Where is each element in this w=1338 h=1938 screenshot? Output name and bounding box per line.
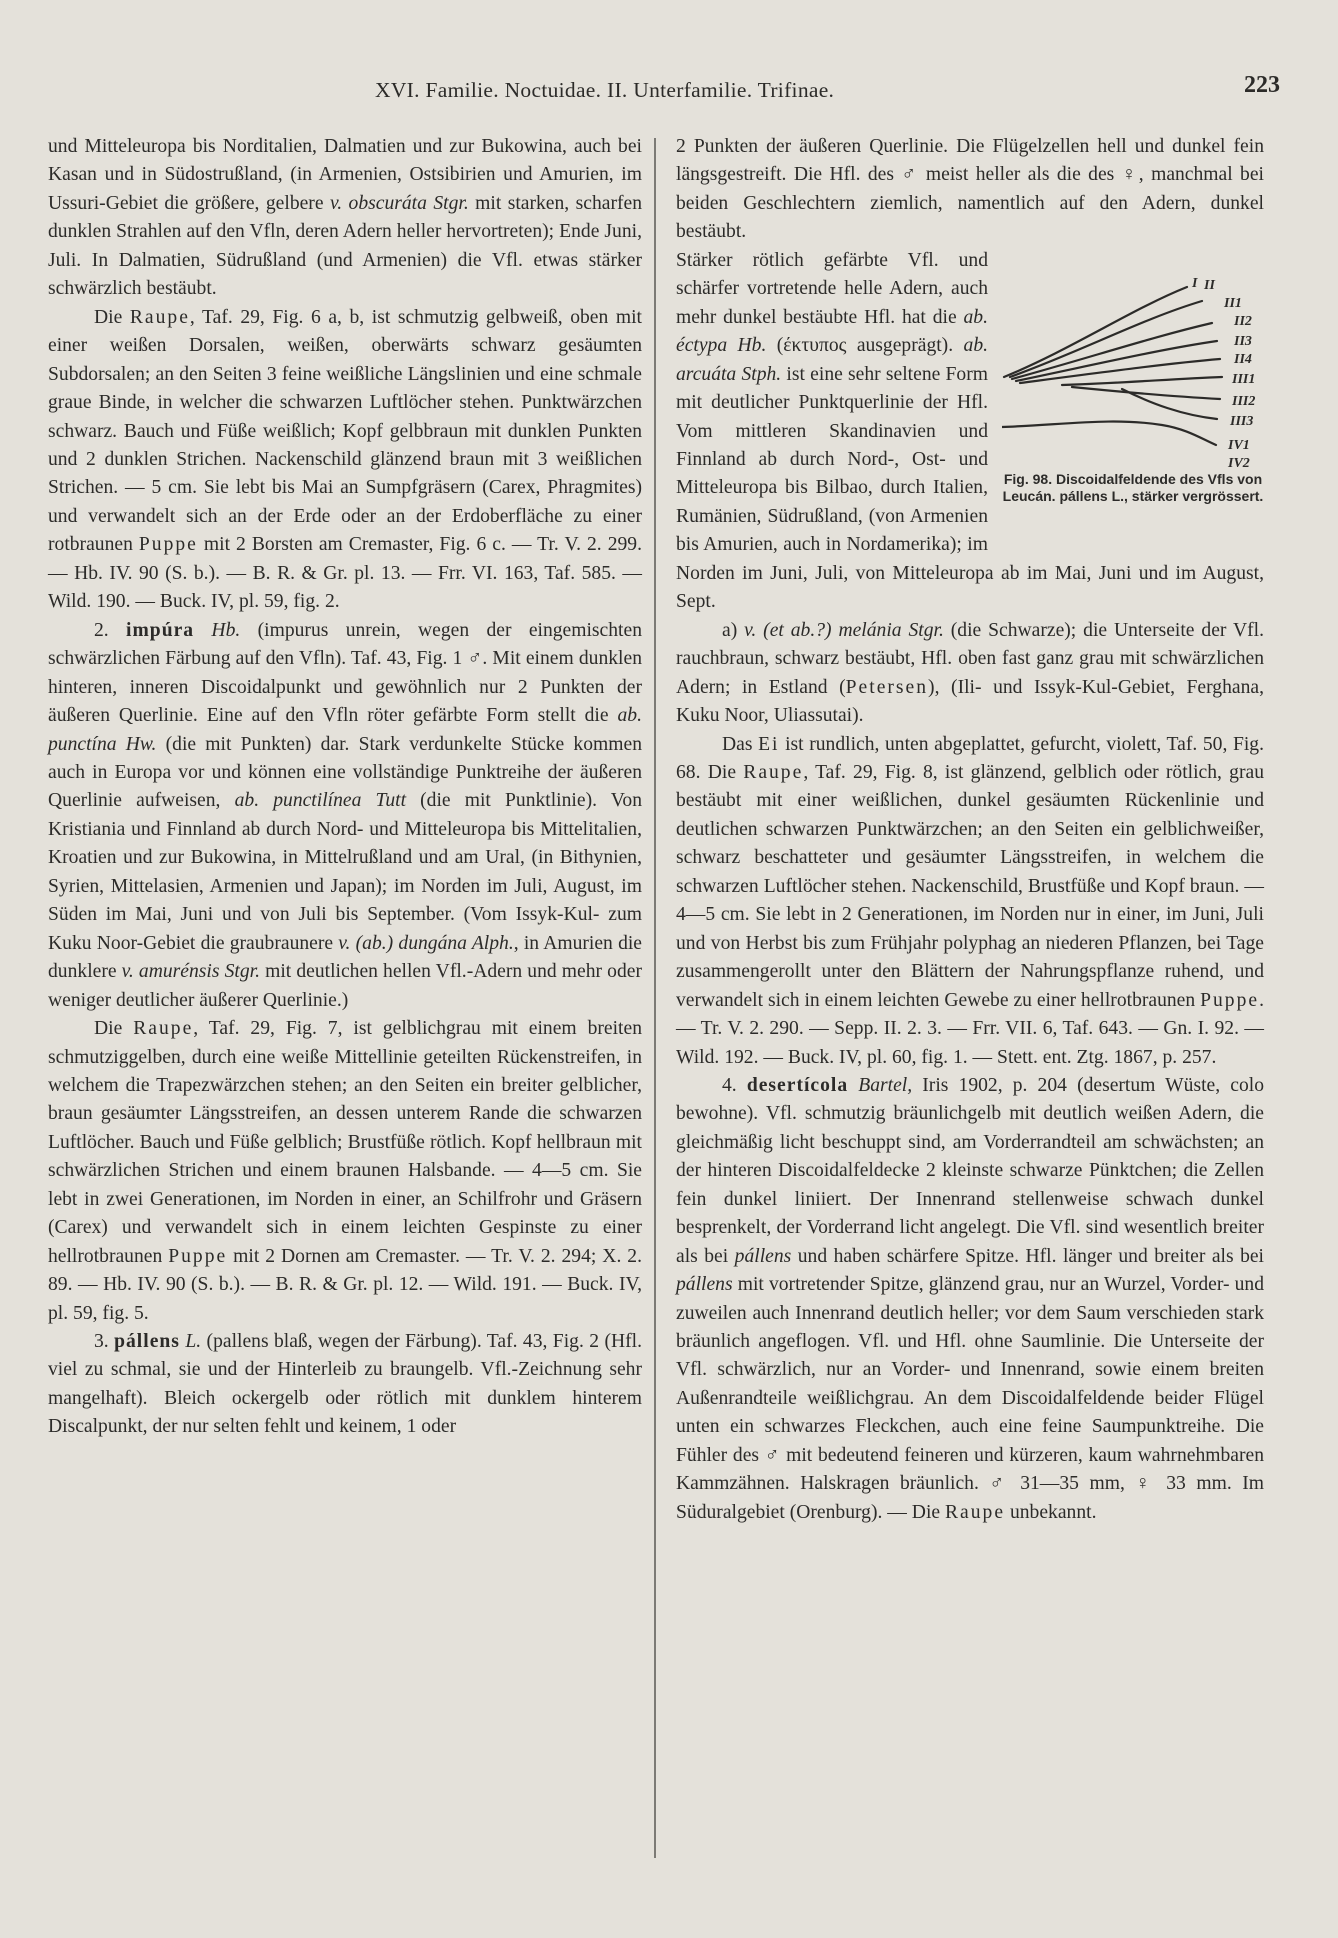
paragraph: a) v. (et ab.?) melánia Stgr. (die Schwarze); die Unterseite der Vfl. rauchbraun, schwarz bestäubt, Hfl. oben fast ganz grau mit schwärzlichen Adern; in Estland (Petersen), (Ili- und Issyk-Kul-Gebiet, Ferghana, Kuku Noor, Uliassutai). <box>676 619 1264 727</box>
figure-caption: Fig. 98. Discoidalfeldende des Vfls von Leucán. pállens L., stärker vergrössert. <box>1002 470 1264 504</box>
species-entry-pallens: 3. pállens L. (pallens blaß, wegen der Färbung). Taf. 43, Fig. 2 (Hfl. viel zu schmal, sie und der Hinterleib zu braungelb. Vfl.-Zeichnung sehr mangelhaft). Bleich ockergelb oder rötlich mit dunklem hinterem Discalpunkt, der nur selten fehlt und keinem, 1 oder <box>48 1331 643 1438</box>
vein-label: II2 <box>1234 313 1252 329</box>
vein-label: II3 <box>1234 333 1252 349</box>
running-title: XVI. Familie. Noctuidae. II. Unterfamilie. Trifinae. <box>375 78 835 102</box>
paragraph: Das Ei ist rundlich, unten abgeplattet, gefurcht, violett, Taf. 50, Fig. 68. Die Raupe, Taf. 29, Fig. 8, ist glänzend, gelblich oder rötlich, grau bestäubt mit einer weißlichen, dunkel gesäumten Rückenlinie und deutlichen schwarzen Punktwärzchen; an den Seiten ein gelblichweißer, schwarz beschatteter und gesäumter Längsstreifen, in welchem die schwarzen Luftlöcher stehen. Nackenschild, Brustfüße und Kopf braun. — 4—5 cm. Sie lebt in 2 Generationen, im Norden nur in einer, im Juni, Juli und von Herbst bis zum Frühjahr polyphag an niederen Pflanzen, bei Tage zusammengerollt unter den Blättern der Nahrungspflanze ruhend, und verwandelt sich in einem leichten Gewebe zu einer hellrotbraunen Puppe. — Tr. V. 2. 290. — Sepp. II. 2. 3. — Frr. VII. 6, Taf. 643. — Gn. I. 92. — Wild. 192. — Buck. IV, pl. 60, fig. 1. — Stett. ent. Ztg. 1867, p. 257. <box>676 733 1264 1068</box>
vein-label: III3 <box>1230 413 1254 429</box>
vein-label: IV1 <box>1228 437 1250 453</box>
vein-line <box>1016 341 1217 381</box>
figure-98 <box>1002 249 1264 529</box>
vein-label: II1 <box>1224 295 1242 311</box>
vein-label: III2 <box>1232 393 1256 409</box>
wing-vein-diagram <box>1002 249 1264 471</box>
paragraph: 2 Punkten der äußeren Querlinie. Die Flügelzellen hell und dunkel fein längsgestreift. Die Hfl. des ♂ meist heller als die des ♀, manchmal bei beiden Geschlechtern ziemlich, namentlich auf den Adern, dunkel bestäubt. <box>676 136 1264 243</box>
left-column <box>48 133 642 1442</box>
column-divider <box>654 138 656 1858</box>
page-number: 223 <box>1244 72 1280 98</box>
vein-line <box>1002 421 1216 444</box>
right-column <box>676 133 1264 1527</box>
paragraph: Stärker rötlich gefärbte Vfl. und schärfer vortretende helle Adern, auch mehr dunkel bestäubte Hfl. hat die ab. éctypa Hb. (έκτυπος ausgeprägt). ab. arcuáta Stph. ist eine sehr seltene Form mit deutlicher Punktquerlinie der Hfl. Vom mittleren Skandinavien und Finnland ab durch Nord-, Ost- und Mitteleuropa bis Bilbao, durch Italien, Rumänien, Südrußland, (von Armenien bis Amurien, auch in Nordamerika); im Norden im Juni, Juli, von Mitteleuropa ab im Mai, Juni und im August, Sept. <box>676 249 1264 613</box>
vein-label: II <box>1204 277 1215 293</box>
vein-label: II4 <box>1234 351 1252 367</box>
paragraph: Die Raupe, Taf. 29, Fig. 6 a, b, ist schmutzig gelbweiß, oben mit einer weißen Dorsalen, weißen, oberwärts schwarz gesäumten Subdorsalen; an den Seiten 3 feine weißliche Längslinien und eine schmale graue Binde, in welcher die schwarzen Luftlöcher stehen. Punktwärzchen schwarz. Bauch und Füße weißlich; Kopf gelbbraun mit dunklen Punkten und 2 dunklen Strichen. Nackenschild glänzend braun mit 3 weißlichen Strichen. — 5 cm. Sie lebt bis Mai an Sumpfgräsern (Carex, Phragmites) und verwandelt sich an der Erde oder an der Erdoberfläche zu einer rotbraunen Puppe mit 2 Borsten am Cremaster, Fig. 6 c. — Tr. V. 2. 299. — Hb. IV. 90 (S. b.). — B. R. & Gr. pl. 13. — Frr. VI. 163, Taf. 585. — Wild. 190. — Buck. IV, pl. 59, fig. 2. <box>48 306 642 613</box>
page-header <box>40 72 1280 112</box>
vein-line <box>1062 377 1222 385</box>
species-entry-impura: 2. impúra Hb. (impurus unrein, wegen der eingemischten schwärzlichen Färbung auf den Vfln). Taf. 43, Fig. 1 ♂. Mit einem dunklen hinteren, inneren Discoidalpunkt und gewöhnlich nur 2 Punkten der äußeren Querlinie. Eine auf den Vfln röter gefärbte Form stellt die ab. punctína Hw. (die mit Punkten) dar. Stark verdunkelte Stücke kommen auch in Europa vor und können eine vollständige Punktreihe der äußeren Querlinie aufweisen, ab. punctilínea Tutt (die mit Punktlinie). Von Kristiania und Finnland ab durch Nord- und Mitteleuropa bis Mittelitalien, Kroatien und zur Bukowina, in Mittelrußland und am Ural, (in Bithynien, Syrien, Mittelasien, Armenien und Japan); im Norden im Juli, August, im Süden im Mai, Juni und von Juli bis September. (Vom Issyk-Kul- zum Kuku Noor-Gebiet die graubraunere v. (ab.) dungána Alph., in Amurien die dunklere v. amurénsis Stgr. mit deutlichen hellen Vfl.-Adern und mehr oder weniger deutlicher äußerer Querlinie.) <box>48 619 643 1011</box>
species-entry-deserticola: 4. desertícola Bartel, Iris 1902, p. 204 (desertum Wüste, colo bewohne). Vfl. schmutzig bräunlichgelb mit deutlich weißen Adern, die gleichmäßig licht beschuppt sind, am Vorderrandteil am schwächsten; an der hinteren Discoidalfeldecke 2 kleinste schwarze Pünktchen; die Zellen fein dunkel liniiert. Der Innenrand stellenweise schwach dunkel besprenkelt, der Vorderrand licht angelegt. Die Vfl. sind wesentlich breiter als bei pállens und haben schärfere Spitze. Hfl. länger und breiter als bei pállens mit vortretender Spitze, glänzend grau, nur an Wurzel, Vorder- und zuweilen auch Innenrand deutlich heller; vor dem Saum verschieden stark bräunlich angeflogen. Vfl. und Hfl. ohne Saumlinie. Die Unterseite der Vfl. schwärzlich, nur an Vorder- und Innenrand, sowie einem breiten Außenrandteile weißlichgrau. An dem Discoidalfeldende beider Flügel unten ein schwarzes Fleckchen, auch eine feine Saumpunktreihe. Die Fühler des ♂ mit bedeutend feineren und kürzeren, kaum wahrnehmbaren Kammzähnen. Halskragen bräunlich. ♂ 31—35 mm, ♀ 33 mm. Im Süduralgebiet (Orenburg). — Die Raupe unbekannt. <box>676 1074 1265 1523</box>
vein-label: IV2 <box>1228 455 1250 471</box>
vein-line <box>1072 387 1220 399</box>
paragraph: und Mitteleuropa bis Norditalien, Dalmatien und zur Bukowina, auch bei Kasan und in Südostrußland, (in Armenien, Ostsibirien und Amurien, im Ussuri-Gebiet die größere, gelbere v. obscuráta Stgr. mit starken, scharfen dunklen Strahlen auf den Vfln, deren Adern heller hervortreten); Ende Juni, Juli. In Dalmatien, Südrußland (und Armenien) die Vfl. etwas stärker schwärzlich bestäubt. <box>48 136 642 300</box>
vein-label: III1 <box>1232 371 1256 387</box>
paragraph: Die Raupe, Taf. 29, Fig. 7, ist gelblichgrau mit einem breiten schmutziggelben, durch eine weiße Mittellinie geteilten Rückenstreifen, in welchem die Trapezwärzchen stehen; an den Seiten ein breiter gelblicher, braun gesäumter Längsstreifen, an dessen unterem Rande die schwarzen Luftlöcher. Bauch und Füße gelblich; Brustfüße rötlich. Kopf hellbraun mit schwärzlichen Strichen und einem braunen Halsbande. — 4—5 cm. Sie lebt in zwei Generationen, im Norden in einer, an Schilfrohr und Gräsern (Carex) und verwandelt sich in einem leichten Gespinste zu einer hellrotbraunen Puppe mit 2 Dornen am Cremaster. — Tr. V. 2. 294; X. 2. 89. — Hb. IV. 90 (S. b.). — B. R. & Gr. pl. 12. — Wild. 191. — Buck. IV, pl. 59, fig. 5. <box>48 1018 642 1324</box>
vein-label: I <box>1192 275 1198 291</box>
vein-line <box>1010 301 1202 377</box>
